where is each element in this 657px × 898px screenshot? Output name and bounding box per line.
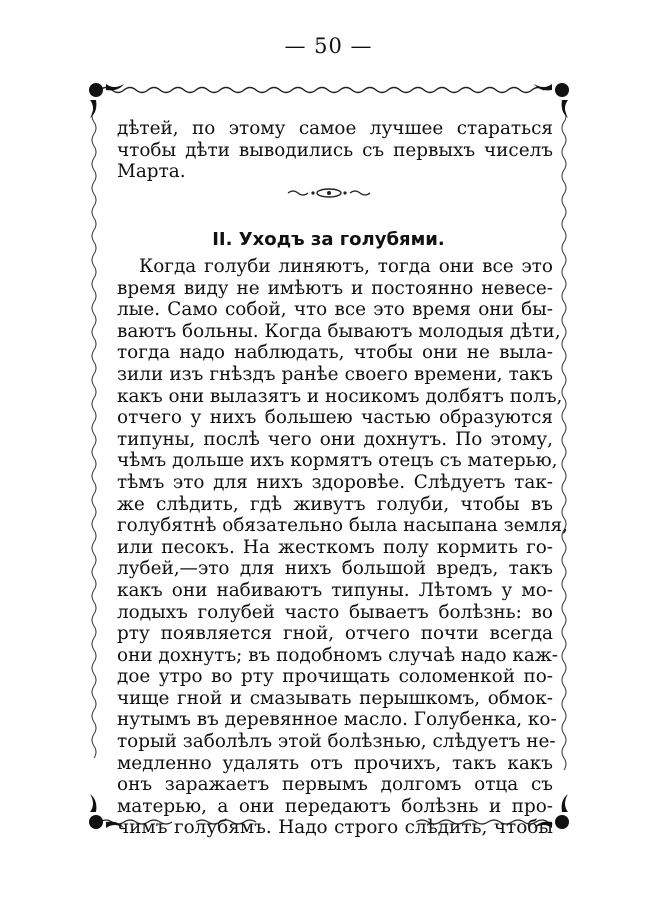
text-line: тогда надо наблюдать, чтобы они не выла- — [117, 342, 553, 364]
text-line: голубятнѣ обязательно была насыпана земля, — [117, 515, 568, 537]
text-line: время виду не имѣютъ и постоянно невесе- — [117, 277, 553, 299]
text-line: нутымъ въ деревянное масло. Голубенка, ко- — [117, 709, 557, 731]
text-line: чимъ голубямъ. Надо строго слѣдить, чтобы — [117, 817, 553, 839]
corner-ornament-top-left — [89, 83, 124, 118]
intro-paragraph — [117, 118, 553, 183]
text-line: же слѣдить, гдѣ живутъ голуби, чтобы въ — [117, 493, 553, 515]
text-line: отчего у нихъ большею частью образуются — [117, 407, 553, 429]
text-line: какъ они вылазятъ и носикомъ долбятъ полъ, — [117, 385, 563, 407]
text-line: лодыхъ голубей часто бываетъ болѣзнь: во — [117, 601, 553, 623]
text-line: какъ они набиваютъ типуны. Лѣтомъ у мо- — [117, 579, 553, 601]
text-line: дое утро во рту прочищать соломенкой по- — [117, 666, 553, 688]
text-line: рту появляется гной, отчего почти всегда — [117, 623, 553, 645]
text-line: Когда голуби линяютъ, тогда они все это — [139, 256, 553, 277]
text-line: дѣтей, по этому самое лучшее стараться — [117, 118, 553, 139]
text-line: зили изъ гнѣздъ ранѣе своего времени, такъ — [117, 363, 553, 385]
right-border-rule — [562, 110, 566, 770]
left-border-rule — [92, 110, 96, 758]
page-number: — 50 — — [284, 34, 373, 58]
text-line: ваютъ больны. Когда бываютъ молодыя дѣти, — [117, 320, 561, 342]
text-line: или песокъ. На жесткомъ полу кормить го- — [117, 536, 553, 558]
text-line: они дохнутъ; въ подобномъ случаѣ надо каж- — [117, 644, 558, 666]
text-line: Марта. — [117, 161, 186, 183]
text-line: лубей,—это для нихъ большой вредъ, такъ — [117, 558, 553, 580]
ornamental-divider — [0, 184, 657, 203]
text-line: лые. Само собой, что все это время они бы- — [117, 299, 553, 321]
text-line: онъ заражаетъ первымъ долгомъ отца съ — [117, 774, 553, 796]
corner-ornament-top-right — [534, 83, 569, 118]
text-line: медленно удалять отъ прочихъ, такъ какъ — [117, 752, 553, 774]
section-heading: II. Уходъ за голубями. — [212, 229, 445, 250]
text-line: тѣмъ это для нихъ здоровѣе. Слѣдуетъ так- — [117, 471, 553, 493]
text-line: торый заболѣлъ этой болѣзнью, слѣдуетъ не- — [117, 731, 556, 753]
text-line: матерью, а они передаютъ болѣзнь и про- — [117, 795, 553, 817]
section-body — [117, 256, 568, 839]
text-line: типуны, послѣ чего они дохнутъ. По этому, — [117, 428, 553, 450]
text-line: чѣмъ дольше ихъ кормятъ отецъ съ матерью, — [117, 450, 558, 472]
text-line: чтобы дѣти выводились съ первыхъ чиселъ — [117, 139, 553, 161]
top-border-rule — [100, 88, 544, 93]
text-line: чище гной и смазывать перышкомъ, обмок- — [117, 687, 553, 709]
